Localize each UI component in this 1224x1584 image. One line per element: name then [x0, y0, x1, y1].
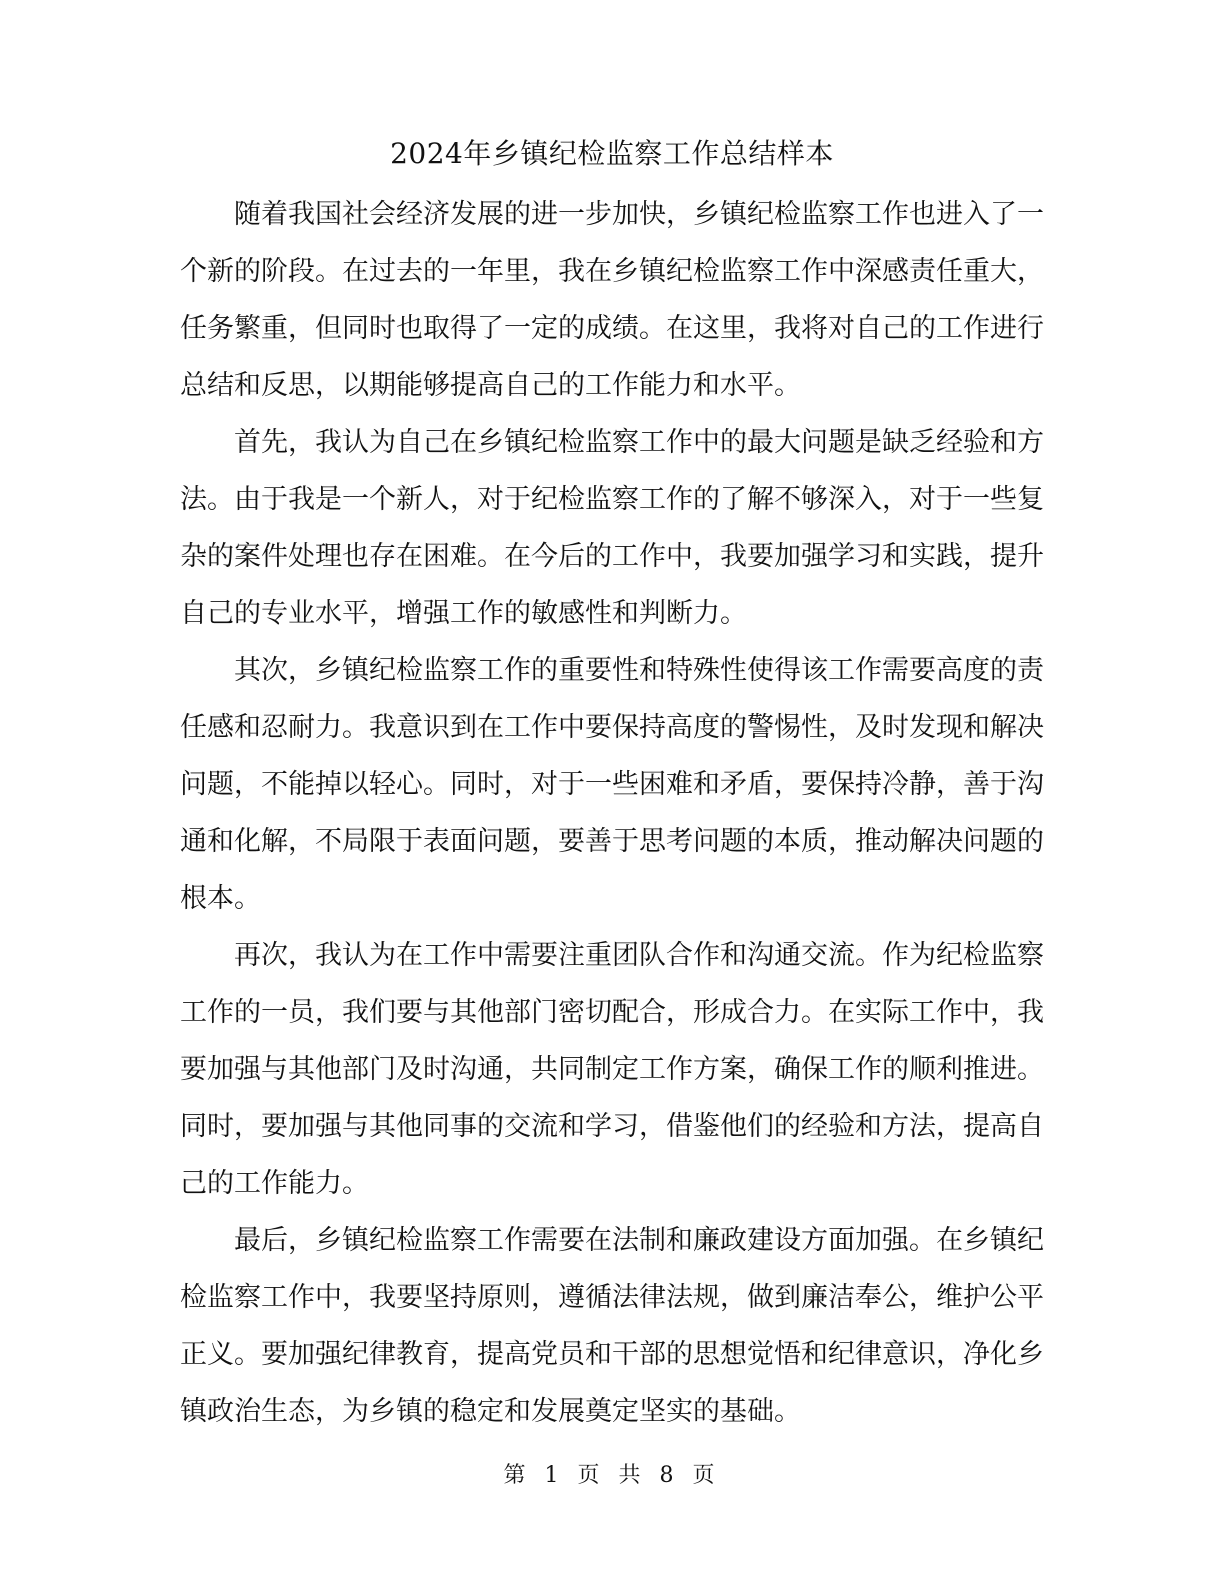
paragraph-last: 最后，乡镇纪检监察工作需要在法制和廉政建设方面加强。在乡镇纪检监察工作中，我要坚持原则，遵循法律法规，做到廉洁奉公，维护公平正义。要加强纪律教育，提高党员和干部的思想觉悟和纪律意识，净化乡镇政治生态，为乡镇的稳定和发展奠定坚实的基础。 — [180, 1225, 1044, 1427]
paragraph-third: 再次，我认为在工作中需要注重团队合作和沟通交流。作为纪检监察工作的一员，我们要与其他部门密切配合，形成合力。在实际工作中，我要加强与其他部门及时沟通，共同制定工作方案，确保工作的顺利推进。同时，要加强与其他同事的交流和学习，借鉴他们的经验和方法，提高自己的工作能力。 — [180, 940, 1044, 1199]
paragraph-first: 首先，我认为自己在乡镇纪检监察工作中的最大问题是缺乏经验和方法。由于我是一个新人，对于纪检监察工作的了解不够深入，对于一些复杂的案件处理也存在困难。在今后的工作中，我要加强学习和实践，提升自己的专业水平，增强工作的敏感性和判断力。 — [180, 427, 1044, 629]
document-title: 2024年乡镇纪检监察工作总结样本 — [390, 137, 834, 170]
paragraph-intro: 随着我国社会经济发展的进一步加快，乡镇纪检监察工作也进入了一个新的阶段。在过去的一年里，我在乡镇纪检监察工作中深感责任重大，任务繁重，但同时也取得了一定的成绩。在这里，我将对自己的工作进行总结和反思，以期能够提高自己的工作能力和水平。 — [180, 199, 1044, 401]
page-number-footer: 第 1 页 共 8 页 — [503, 1463, 721, 1488]
paragraph-second: 其次，乡镇纪检监察工作的重要性和特殊性使得该工作需要高度的责任感和忍耐力。我意识到在工作中要保持高度的警惕性，及时发现和解决问题，不能掉以轻心。同时，对于一些困难和矛盾，要保持冷静，善于沟通和化解，不局限于表面问题，要善于思考问题的本质，推动解决问题的根本。 — [180, 655, 1044, 914]
document-body — [180, 186, 1044, 1440]
